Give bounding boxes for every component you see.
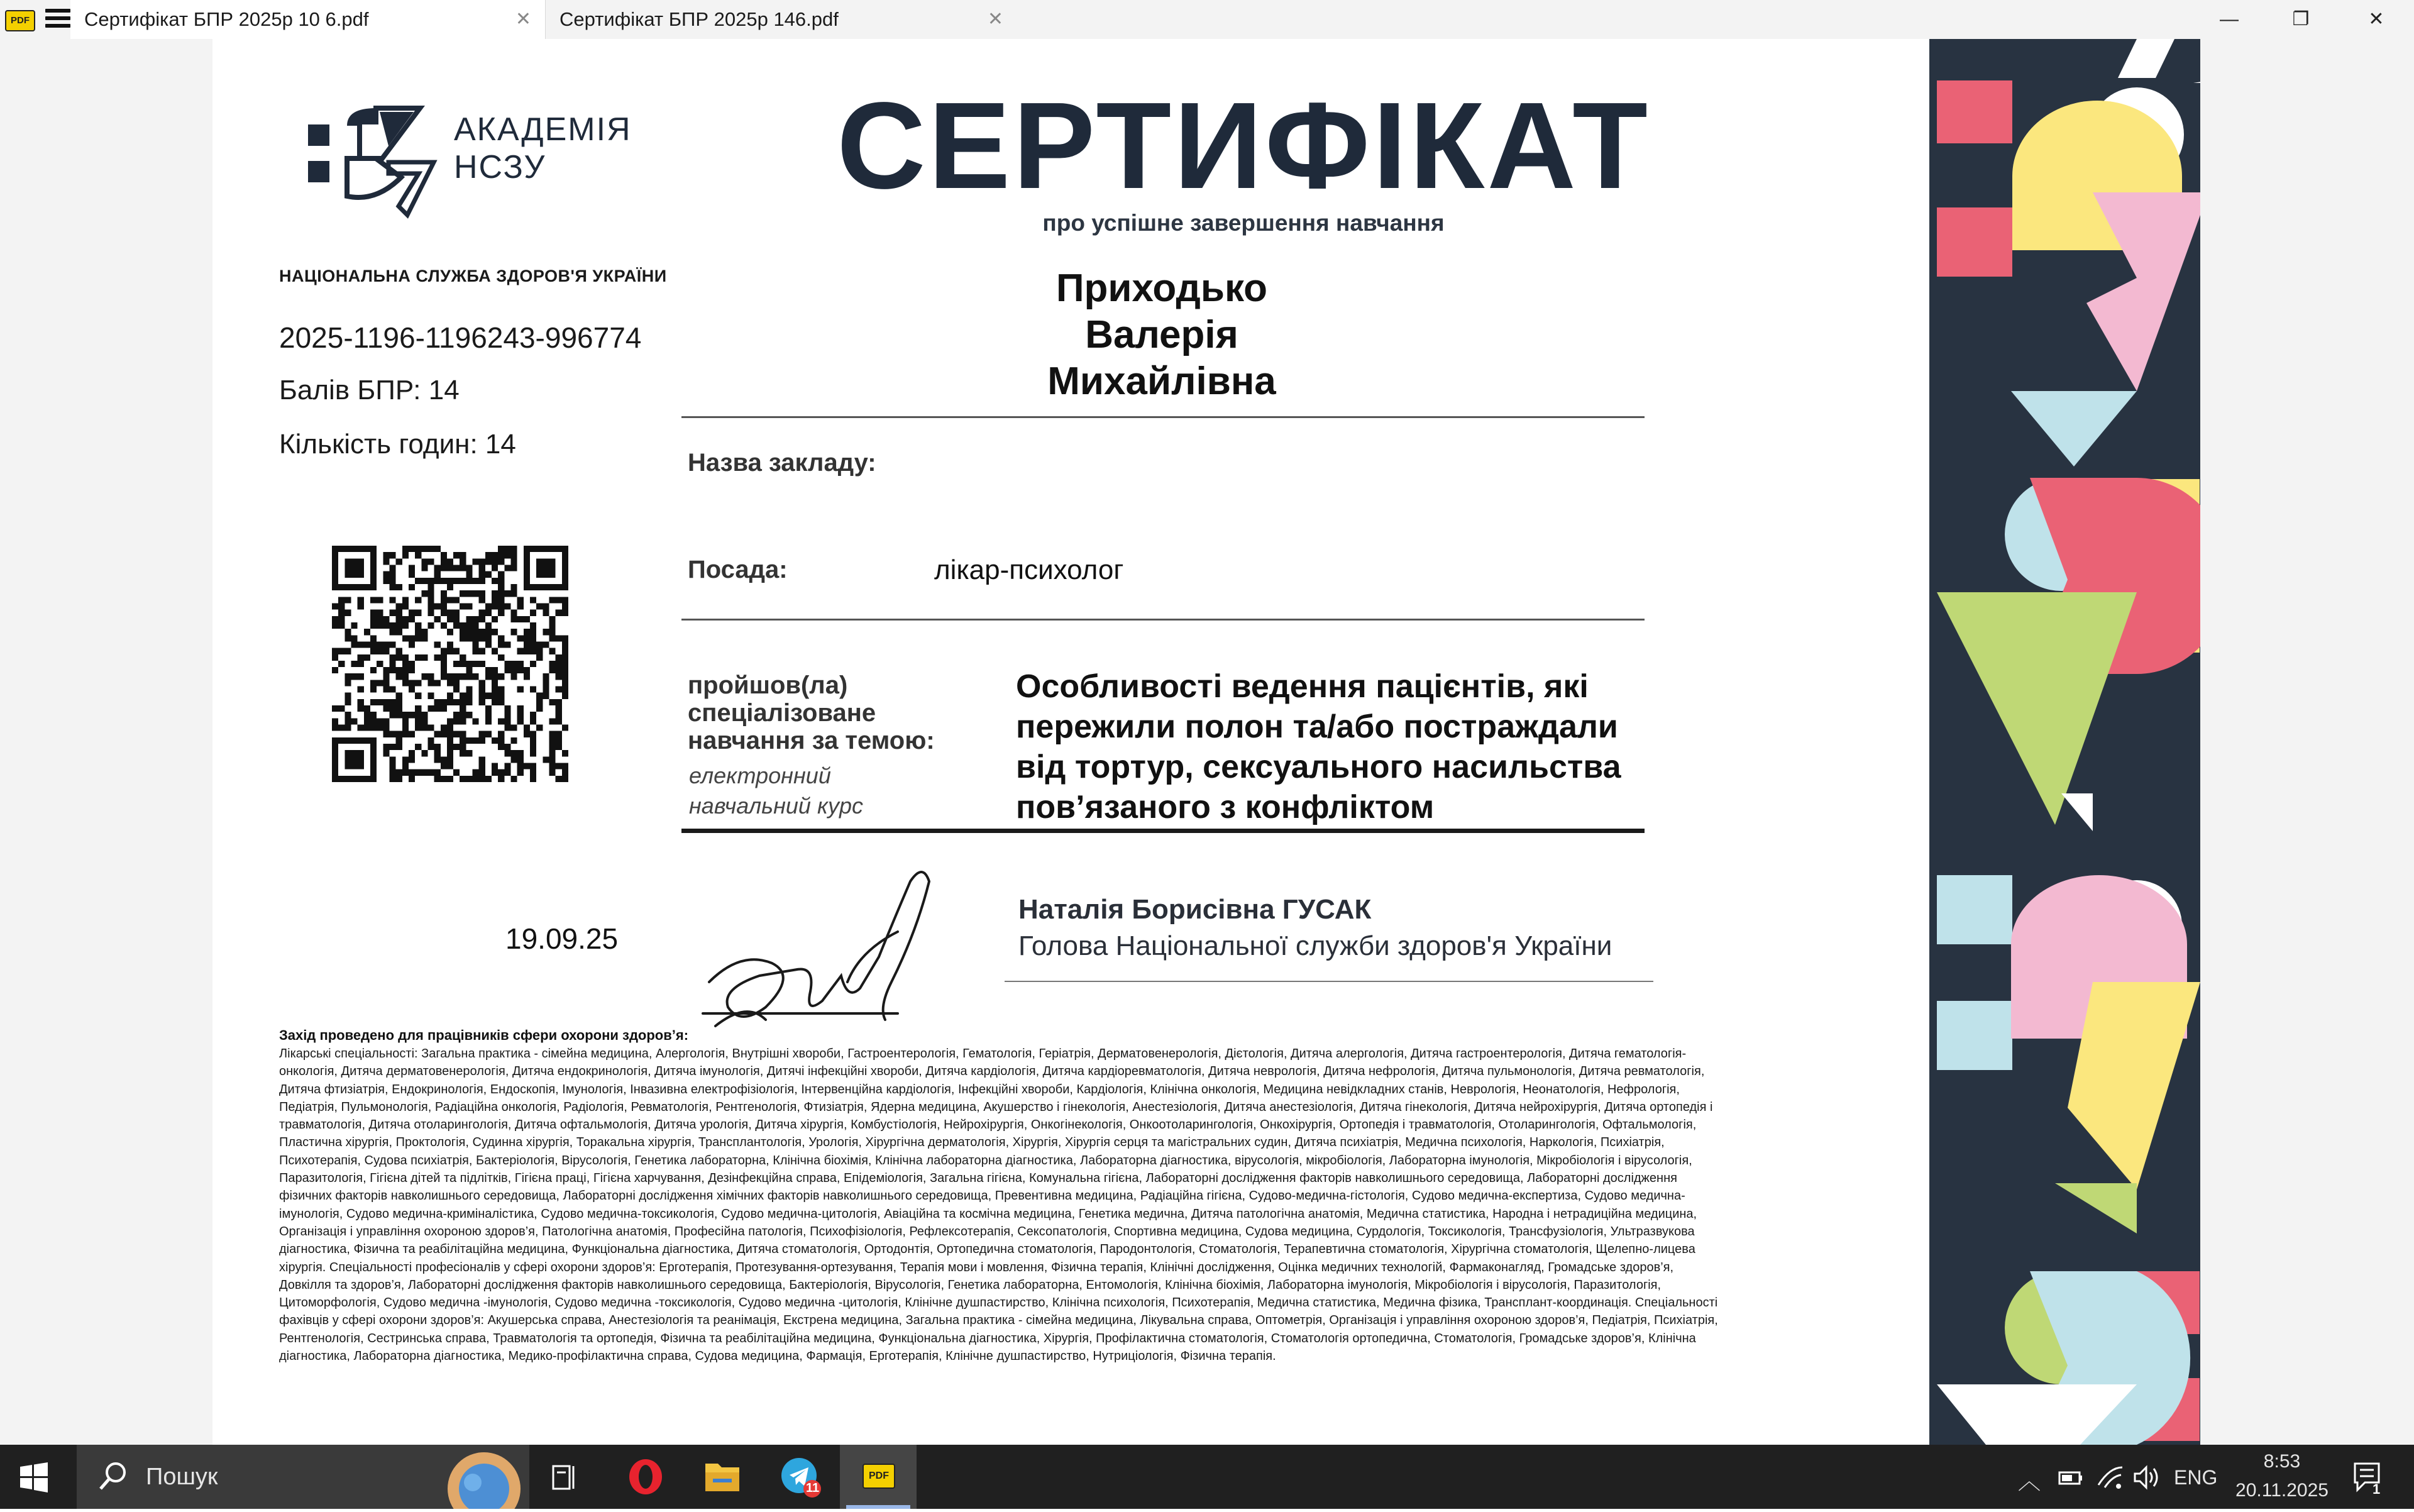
pdf-page[interactable]	[212, 39, 2200, 1445]
taskbar-search[interactable]	[77, 1445, 529, 1509]
clock-date[interactable]: 20.11.2025	[2235, 1480, 2329, 1501]
search-highlight-icon	[429, 1445, 529, 1509]
viewer-background	[2200, 39, 2414, 1445]
hours-count: Кількість годин: 14	[279, 429, 516, 460]
academy-line-1: АКАДЕМІЯ	[454, 111, 632, 148]
course-topic: Особливості ведення пацієнтів, які пережили полон та/або постраждали від тортур, сексуального насильства пов’язаного з конфліктом	[1016, 668, 1621, 825]
close-window-button[interactable]: ✕	[2368, 9, 2384, 30]
footer-heading: Захід проведено для працівників сфери охорони здоров’я:	[279, 1027, 689, 1043]
wifi-icon[interactable]	[2095, 1462, 2125, 1493]
hamburger-menu-icon[interactable]	[45, 9, 70, 30]
geometric-pattern-icon	[1929, 39, 2200, 1445]
course-label: пройшов(ла) спеціалізоване навчання за темою:	[688, 671, 935, 754]
bpr-score: Балів БПР: 14	[279, 375, 460, 406]
telegram-icon	[761, 1445, 837, 1509]
notification-center-icon[interactable]	[2351, 1460, 2389, 1495]
language-indicator[interactable]: ENG	[2174, 1466, 2218, 1489]
pdf-app-icon: PDF	[863, 1464, 895, 1489]
certificate-subtitle: про успішне завершення навчання	[1042, 210, 1445, 236]
certificate-date: 19.09.25	[505, 922, 619, 955]
signature-icon	[690, 856, 961, 1064]
pdf-app-logo-icon[interactable]: PDF	[5, 10, 35, 31]
pdf-viewer-app-button[interactable]	[840, 1445, 917, 1509]
active-indicator	[846, 1505, 910, 1509]
notification-badge: 11	[806, 1481, 820, 1495]
opera-icon	[607, 1445, 684, 1509]
clock-time[interactable]: 8:53	[2263, 1451, 2301, 1472]
academy-logo-icon	[282, 83, 470, 221]
footer-specialties: Лікарські спеціальності: Загальна практика - сімейна медицина, Алергологія, Внутрішні хвороби, Гастроентерологія, Гематологія, Геріатрія, Дерматовенерологія, Дієтологія, Дитяча алергологія, Дитяча гастроентерологія, Дитяча гематологія-онкологія, Дитяча дерматовенерологія, Дитяча ендокринологія, Дитяча імунологія, Дитячі інфекційні хвороби, Дитяча кардіологія, Дитяча кардіоревматологія, Дитяча неврологія, Дитяча нефрологія, Дитяча пульмонологія, Дитяча ревматологія, Дитяча фтизіатрія, Ендокринологія, Ендоскопія, Імунологія, Інвазивна електрофізіологія, Інтервенційна кардіологія, Інфекційні хвороби, Кардіологія, Клінічна онкологія, Медицина невідкладних станів, Неврологія, Неонатологія, Нефрологія, Педіатрія, Пульмонологія, Радіаційна онкологія, Радіологія, Ревматологія, Рентгенологія, Фтизіатрія, Ядерна медицина, Акушерство і гінекологія, Анестезіологія, Дитяча анестезіологія, Дитяча гінекологія, Дитяча нейрохірургія, Дитяча ортопедія і травматологія, Дитяча отоларингологія, Дитяча офтальмологія, Дитяча урологія, Дитяча хірургія, Комбустіологія, Нейрохірургія, Онкогінекологія, Онкоотоларингологія, Онкохірургія, Ортопедія і травматологія, Отоларингологія, Офтальмологія, Пластична хірургія, Проктологія, Судинна хірургія, Торакальна хірургія, Трансплантологія, Урологія, Хірургічна дерматологія, Хірургія, Хірургія серця та магістральних судин, Дитяча психіатрія, Медична психологія, Наркологія, Психіатрія, Психотерапія, Судова психіатрія, Бактеріологія, Вірусологія, Генетика лабораторна, Клінічна біохімія, Клінічна лабораторна діагностика, Лабораторна діагностика, вірусологія, мікробіологія, Лабораторна імунологія, Мікробіологія і вірусологія, Паразитологія, Гігієна дітей та підлітків, Гігієна праці, Гігієна харчування, Дезінфекційна справа, Епідеміологія, Загальна гігієна, Комунальна гігієна, Лабораторні дослідження факторів навколишнього середовища, Лабораторні дослідження фізичних факторів навколишнього середовища, Лабораторні дослідження хімічних факторів навколишнього середовища, Превентивна медицина, Радіаційна гігієна, Судово-медична-гістологія, Судово медична-експертиза, Судово медична-імунологія, Судово медична-криміналістика, Судово медична-токсикологія, Судово медична-цитологія, Авіаційна та космічна медицина, Генетика медична, Дитяча патологічна анатомія, Медична статистика, Народна і нетрадиційна медицина, Організація і управління охороною здоров’я, Патологічна анатомія, Професійна патологія, Психофізіологія, Рефлексотерапія, Сексопатологія, Спортивна медицина, Судова медицина, Сурдологія, Токсикологія, Трансфузіологія, Ультразвукова діагностика, Фізична та реабілітаційна медицина, Функціональна діагностика, Дитяча стоматологія, Ортодонтія, Ортопедична стоматологія, Пародонтологія, Стоматологія, Терапевтична стоматологія, Хірургічна стоматологія, Щелепно-лицева хірургія. Спеціальності професіоналів у сфері охорони здоров’я: Ерготерапія, Протезування-ортезування, Терапія мови і мовлення, Фізична терапія, Клінічні дослідження, Оцінка медичних технологій, Фармаконагляд, Громадське здоров’я, Довкілля та здоров’я, Лабораторні дослідження факторів навколишнього середовища, Бактеріологія, Вірусологія, Генетика лабораторна, Ентомологія, Клінічна біохімія, Лабораторна імунологія, Мікробіологія і вірусологія, Паразитологія, Цитоморфологія, Судово медична -імунологія, Судово медична -токсикологія, Судово медична -цитологія, Клінічне душпастирство, Клінічна психологія, Психотерапія, Медична статистика, Медична фізика, Трансплант-координація. Спеціальності фахівців у сфері охорони здоров’я: Акушерська справа, Анестезіологія та реанімація, Екстрена медицина, Загальна практика - сімейна медицина, Лікувальна справа, Оптометрія, Організація і управління охороною здоров’я, Педіатрія, Психіатрія, Рентгенологія, Сестринська справа, Травматологія та ортопедія, Фізична та реабілітаційна медицина, Функціональна діагностика, Хірургія, Профілактична стоматологія, Стоматологія ортопедична, Стоматологія, Громадське здоров’я, Клінічна діагностика, Лабораторна діагностика, Медико-профілактична справа, Судова медицина, Фармація, Ерготерапія, Клінічне душпастирство, Нутриціологія, Фізична терапія.	[279, 1047, 1718, 1364]
position-label: Посада:	[688, 556, 788, 583]
file-explorer-button[interactable]	[684, 1445, 761, 1509]
certificate-number: 2025-1196-1196243-996774	[279, 321, 642, 354]
patronymic: Михайлівна	[1047, 360, 1276, 403]
minimize-button[interactable]: —	[2220, 9, 2239, 30]
position-value: лікар-психолог	[934, 555, 1124, 585]
head-title: Голова Національної служби здоров'я України	[1018, 930, 1612, 961]
notification-count: 1	[2373, 1481, 2381, 1497]
tab-label: Сертифікат БПР 2025р 146.pdf	[559, 8, 839, 30]
volume-icon[interactable]	[2131, 1462, 2161, 1493]
recipient-name	[679, 265, 1645, 405]
task-view-icon[interactable]	[548, 1460, 583, 1495]
course-kind: електронний навчальний курс	[689, 763, 863, 819]
folder-icon	[684, 1445, 761, 1509]
tab-document-1[interactable]	[70, 0, 546, 39]
divider	[681, 619, 1645, 621]
academy-name	[454, 111, 632, 186]
academy-line-2: НСЗУ	[454, 149, 546, 185]
viewer-background	[0, 39, 212, 1445]
qr-modules	[332, 546, 568, 782]
tab-bar	[0, 0, 2414, 40]
divider	[681, 416, 1645, 418]
tab-close-icon[interactable]: ✕	[515, 9, 531, 30]
tab-close-icon[interactable]: ✕	[987, 9, 1003, 30]
restore-button[interactable]: ❐	[2292, 9, 2310, 30]
search-icon	[96, 1460, 130, 1494]
surname: Приходько	[1055, 267, 1268, 310]
telegram-app-button[interactable]	[761, 1445, 837, 1509]
battery-icon[interactable]	[2057, 1465, 2085, 1490]
certificate-title: СЕРТИФІКАТ	[837, 77, 1650, 214]
tab-label: Сертифікат БПР 2025р 10 6.pdf	[84, 8, 369, 30]
signature-line	[1005, 981, 1653, 982]
search-input[interactable]: Пошук	[146, 1464, 218, 1490]
tab-document-2[interactable]	[546, 0, 1017, 39]
taskbar	[0, 1445, 2414, 1509]
decorative-panel	[1929, 39, 2200, 1445]
windows-start-icon[interactable]	[19, 1462, 49, 1493]
qr-code-icon	[332, 546, 568, 782]
opera-app-button[interactable]	[607, 1445, 684, 1509]
institution-label: Назва закладу:	[688, 449, 876, 477]
show-hidden-icons-icon[interactable]: ︿	[2018, 1468, 2041, 1494]
divider-thick	[681, 829, 1645, 833]
organization-name: НАЦІОНАЛЬНА СЛУЖБА ЗДОРОВ'Я УКРАЇНИ	[279, 267, 667, 285]
first-name: Валерія	[1085, 313, 1238, 356]
head-name: Наталія Борисівна ГУСАК	[1018, 894, 1372, 925]
